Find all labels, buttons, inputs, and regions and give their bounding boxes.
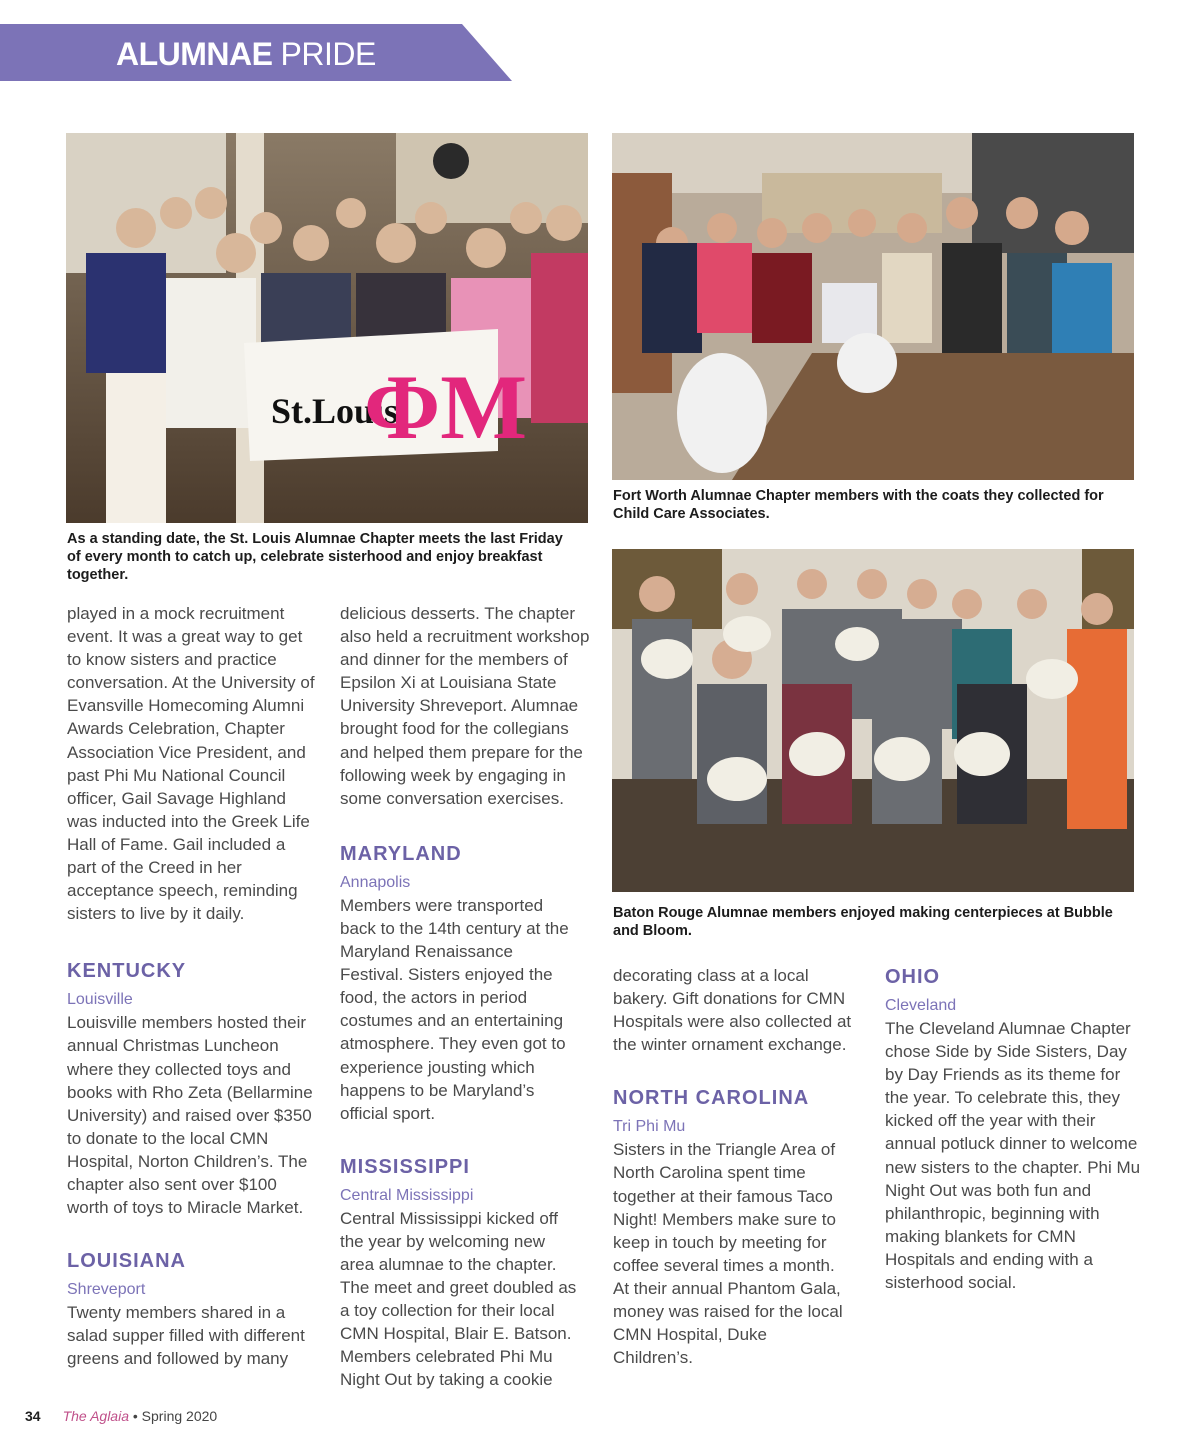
ohio-text: The Cleveland Alumnae Chapter chose Side by Side Sisters, Day by Day Friends as its theme for the year. To celebrate this, they kicked off the year with their annual potluck dinner to welcome new sisters to the chapter. Phi Mu Night Out was both fun and philanthropic, beginning with making blankets for CMN Hospitals and ending with a sisterhood social. xyxy=(885,1019,1141,1293)
batonrouge-photo xyxy=(612,549,1134,892)
page-number: 34 xyxy=(25,1408,41,1424)
north-carolina-group: Tri Phi Mu xyxy=(613,1118,686,1136)
magazine-name: The Aglaia xyxy=(62,1408,129,1424)
column-2 xyxy=(340,602,592,1392)
louisiana-text: Twenty members shared in a salad supper filled with different greens and followed by many xyxy=(67,1303,305,1369)
col2-intro: delicious desserts. The chapter also held a recruitment workshop and dinner for the members of Epsilon Xi at Louisiana State University Shreveport. Alumnae brought food for the collegians and helped them prepare for the following week by engaging in some conversation exercises. xyxy=(340,604,590,808)
fortworth-caption: Fort Worth Alumnae Chapter members with the coats they collected for Child Care Associates. xyxy=(613,488,1104,522)
maryland-city: Annapolis xyxy=(340,873,411,891)
stlouis-photo xyxy=(66,133,588,523)
maryland-heading: MARYLAND xyxy=(340,842,462,865)
section-title-light: PRIDE xyxy=(280,36,376,72)
section-title xyxy=(116,34,376,74)
louisiana-city: Shreveport xyxy=(67,1281,146,1299)
fortworth-photo xyxy=(612,133,1134,480)
batonrouge-caption: Baton Rouge Alumnae members enjoyed making centerpieces at Bubble and Bloom. xyxy=(613,905,1113,939)
north-carolina-heading: NORTH CAROLINA xyxy=(613,1087,810,1110)
mississippi-heading: MISSISSIPPI xyxy=(340,1155,470,1178)
column-4 xyxy=(885,965,1145,1294)
phi-mu-letters: ΦM xyxy=(364,356,528,458)
col1-intro: played in a mock recruitment event. It was a great way to get to know sisters and practice conversation. At the University of Evansville Homecoming Alumni Awards Celebration, Chapter Association Vice President, and past Phi Mu National Council officer, Gail Savage Highland was inducted into the Greek Life Hall of Fame. Gail included a part of the Creed in her acceptance speech, reminding sisters to live by it daily. xyxy=(67,604,315,924)
column-1 xyxy=(67,602,322,1370)
kentucky-city: Louisville xyxy=(67,991,133,1009)
issue-date: • Spring 2020 xyxy=(129,1408,218,1424)
col3-intro: decorating class at a local bakery. Gift donations for CMN Hospitals were also collected at the winter ornament exchange. xyxy=(613,966,852,1055)
page-footer xyxy=(25,1408,217,1424)
mississippi-text: Central Mississippi kicked off the year by welcoming new area alumnae to the chapter. The meet and greet doubled as a toy collection for their local CMN Hospital, Blair E. Batson. Members celebrated Phi Mu Night Out by taking a cookie xyxy=(340,1208,577,1390)
stlouis-caption: As a standing date, the St. Louis Alumnae Chapter meets the last Friday of every month to catch up, celebrate sisterhood and enjoy breakfast together. xyxy=(67,531,563,583)
louisiana-heading: LOUISIANA xyxy=(67,1250,186,1273)
section-title-bold: ALUMNAE xyxy=(116,36,273,72)
ohio-city: Cleveland xyxy=(885,997,957,1014)
maryland-text: Members were transported back to the 14th century at the Maryland Renaissance Festival. Sisters enjoyed the food, the actors in period costumes and an entertaining atmosphere. They even got to experience jousting which happens to be Maryland’s official sport. xyxy=(340,895,569,1123)
north-carolina-text: Sisters in the Triangle Area of North Carolina spent time together at their famous Taco Night! Members make sure to keep in touch by meeting for coffee several times a month. At their annual Phantom Gala, money was raised for the local CMN Hospital, Duke Children’s. xyxy=(613,1140,843,1368)
ohio-heading: OHIO xyxy=(885,966,941,988)
kentucky-text: Louisville members hosted their annual Christmas Luncheon where they collected toys and books with Rho Zeta (Bellarmine University) and raised over $350 to donate to the local CMN Hospital, Norton Children’s. The chapter also sent over $100 worth of toys to Miracle Market. xyxy=(67,1013,313,1218)
kentucky-heading: KENTUCKY xyxy=(67,960,187,983)
stlouis-banner-text: St.Louis xyxy=(271,391,399,431)
mississippi-city: Central Mississippi xyxy=(340,1186,474,1204)
column-3 xyxy=(613,964,858,1369)
